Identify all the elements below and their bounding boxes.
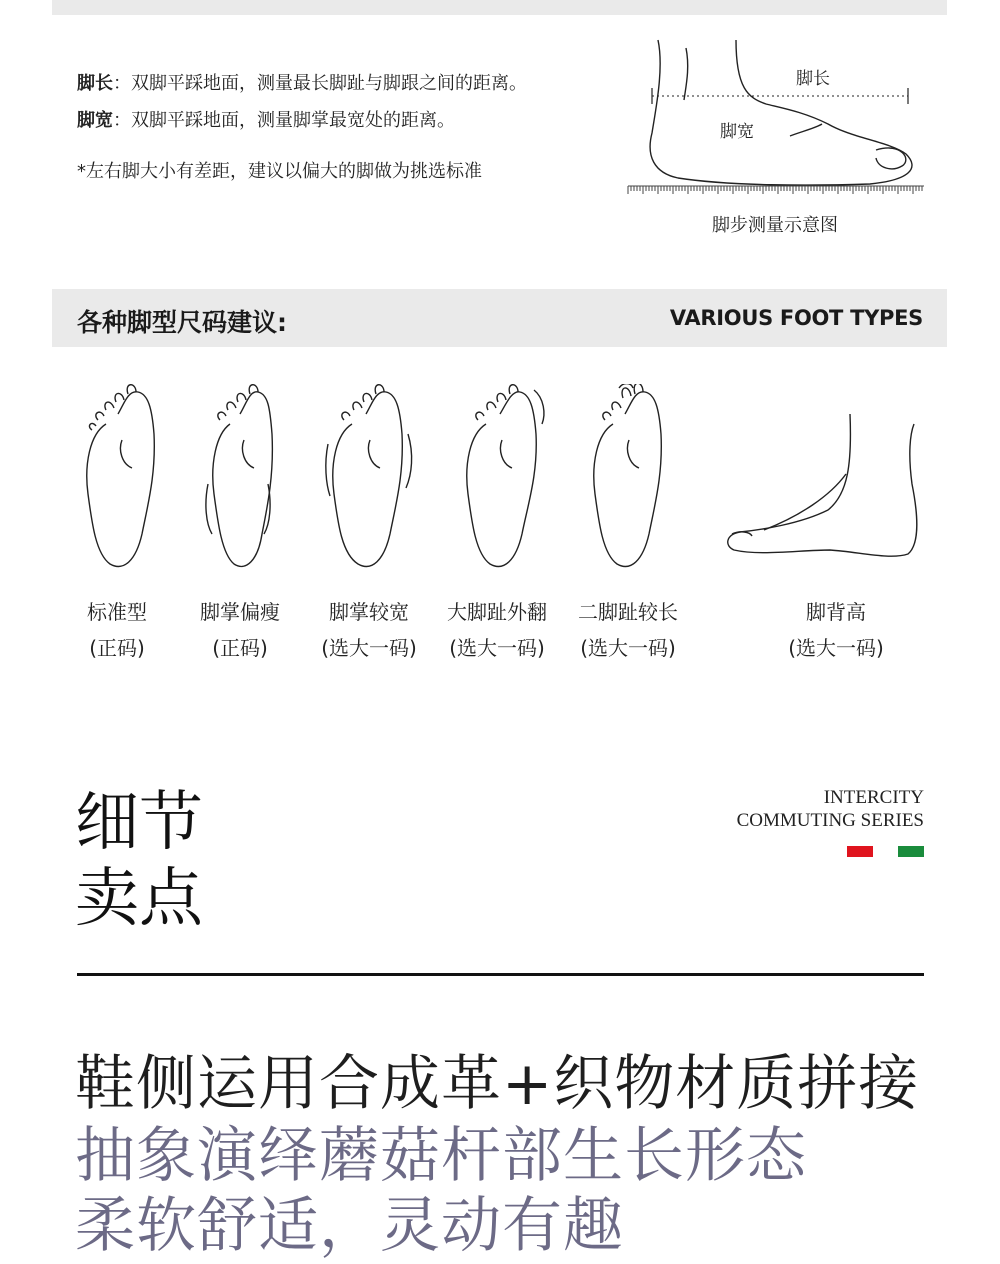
foot-types-title-en: VARIOUS FOOT TYPES <box>669 306 923 330</box>
details-title: 细节 卖点 <box>75 786 203 936</box>
flag-green-stripe <box>898 846 924 857</box>
long-second-toe-icon <box>585 384 675 574</box>
bunion-foot-icon <box>458 384 548 574</box>
flag-white-stripe <box>873 846 899 857</box>
size-note: *左右脚大小有差距，建议以偏大的脚做为挑选标准 <box>77 161 482 182</box>
wide-foot-icon <box>320 384 420 574</box>
slim-foot-icon <box>200 384 290 574</box>
width-instruction: 脚宽：双脚平踩地面，测量脚掌最宽处的距离。 <box>77 110 455 131</box>
length-instruction: 脚长：双脚平踩地面，测量最长脚趾与脚跟之间的距离。 <box>77 73 527 94</box>
feature-line-1: 鞋侧运用合成革+织物材质拼接 <box>75 1049 920 1119</box>
foot-types-title: 各种脚型尺码建议: <box>77 308 287 337</box>
foot-type-label-second-toe: 二脚趾较长 (选大一码) <box>578 600 678 660</box>
foot-measurement-diagram <box>620 38 930 203</box>
foot-type-label-standard: 标准型 (正码) <box>87 600 147 660</box>
diagram-caption: 脚步测量示意图 <box>712 215 838 236</box>
feature-line-3: 柔软舒适，灵动有趣 <box>75 1191 624 1261</box>
flag-red-stripe <box>847 846 873 857</box>
feature-line-2: 抽象演绎蘑菇杆部生长形态 <box>75 1121 807 1191</box>
high-instep-icon <box>720 384 920 574</box>
top-band <box>52 0 947 15</box>
diagram-length-label: 脚长 <box>796 69 830 89</box>
standard-foot-icon <box>78 384 168 574</box>
foot-type-label-wide: 脚掌较宽 (选大一码) <box>321 600 417 660</box>
details-divider <box>77 973 924 976</box>
foot-type-label-slim: 脚掌偏瘦 (正码) <box>200 600 280 660</box>
series-label: INTERCITY COMMUTING SERIES <box>736 787 924 831</box>
foot-type-label-bunion: 大脚趾外翻 (选大一码) <box>447 600 547 660</box>
foot-types-header <box>52 289 947 347</box>
diagram-width-label: 脚宽 <box>720 122 754 142</box>
italian-flag-bar <box>847 846 924 857</box>
foot-type-label-high-instep: 脚背高 (选大一码) <box>788 600 884 660</box>
